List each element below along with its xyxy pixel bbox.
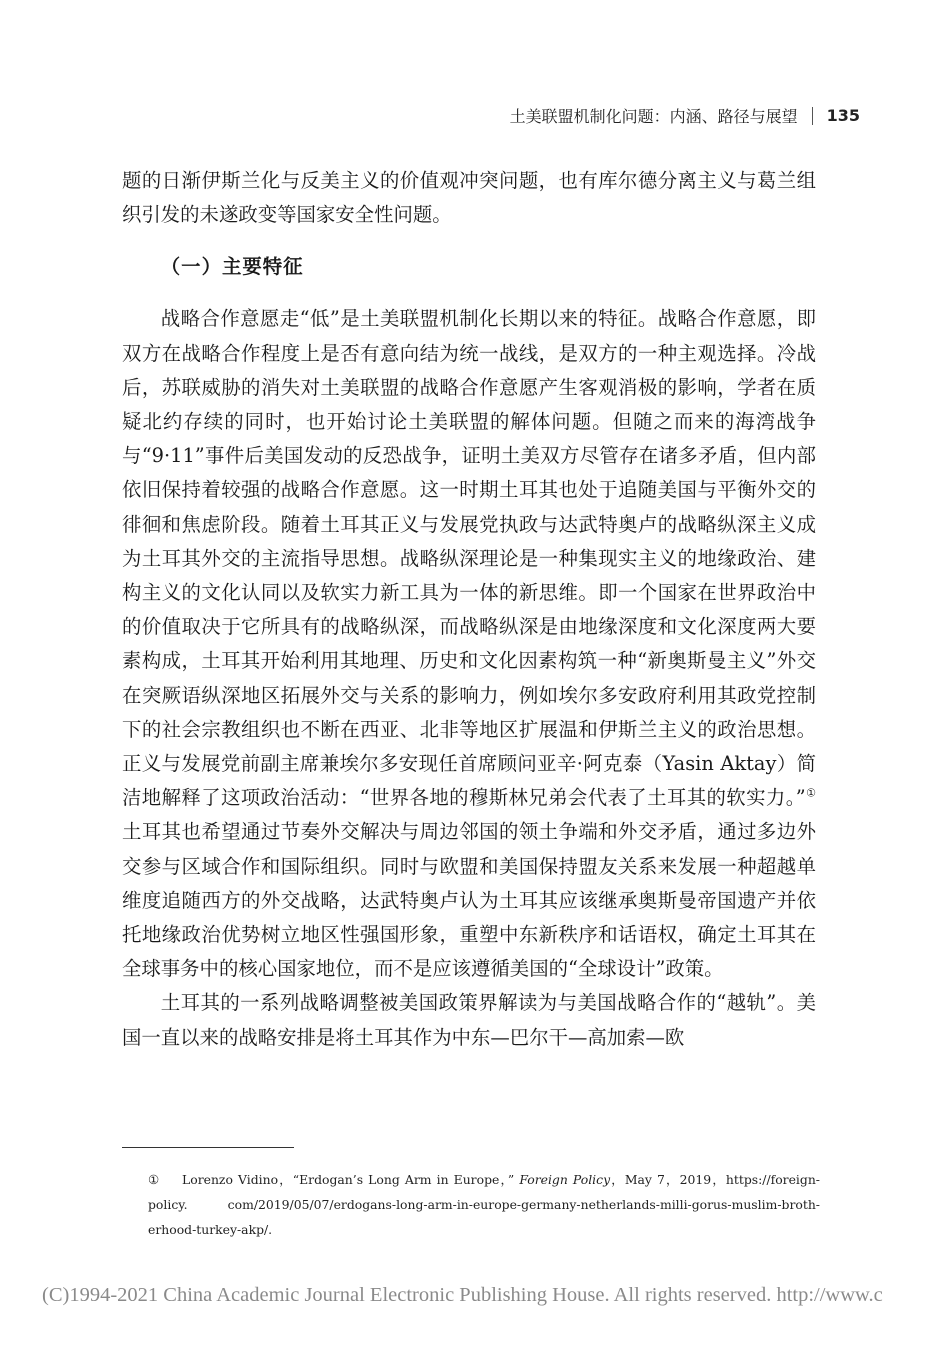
body-text: [122, 164, 816, 1055]
footnote-mark: ①: [148, 1172, 160, 1187]
running-head-title: 土美联盟机制化问题：内涵、路径与展望: [509, 107, 798, 126]
copyright-watermark: (C)1994-2021 China Academic Journal Electronic Publishing House. All rights reserved. http://www.c: [42, 1284, 883, 1306]
paragraph-1-text-a: 战略合作意愿走“低”是土美联盟机制化长期以来的特征。战略合作意愿，即双方在战略合作程度上是否有意向结为统一战线，是双方的一种主观选择。冷战后，苏联威胁的消失对土美联盟的战略合作意愿产生客观消极的影响，学者在质疑北约存续的同时，也开始讨论土美联盟的解体问题。但随之而来的海湾战争与“9·11”事件后美国发动的反恐战争，证明土美双方尽管存在诸多矛盾，但内部依旧保持着较强的战略合作意愿。这一时期土耳其也处于追随美国与平衡外交的徘徊和焦虑阶段。随着土耳其正义与发展党执政与达武特奥卢的战略纵深主义成为土耳其外交的主流指导思想。战略纵深理论是一种集现实主义的地缘政治、建构主义的文化认同以及软实力新工具为一体的新思维。即一个国家在世界政治中的价值取决于它所具有的战略纵深，而战略纵深是由地缘深度和文化深度两大要素构成，土耳其开始利用其地理、历史和文化因素构筑一种“新奥斯曼主义”外交在突厥语纵深地区拓展外交与关系的影响力，例如埃尔多安政府利用其政党控制下的社会宗教组织也不断在西亚、北非等地区扩展温和伊斯兰主义的政治思想。正义与发展党前副主席兼埃尔多安现任首席顾问亚辛·阿克泰（Yasin Aktay）简洁地解释了这项政治活动：“世界各地的穆斯林兄弟会代表了土耳其的软实力。”: [122, 307, 816, 810]
running-head-separator: [812, 107, 813, 125]
section-heading: （一）主要特征: [160, 255, 304, 279]
paragraph-1: [122, 302, 816, 986]
page-number: 135: [826, 106, 860, 125]
footnote-text-before: Lorenzo Vidino，“Erdogan’s Long Arm in Europe，”: [182, 1172, 520, 1187]
running-head: [510, 104, 860, 127]
footnote-journal: Foreign Policy: [519, 1172, 611, 1187]
footnote-reference[interactable]: ①: [805, 786, 816, 800]
paragraph-1-text-b: 土耳其也希望通过节奏外交解决与周边邻国的领土争端和外交矛盾，通过多边外交参与区域合作和国际组织。同时与欧盟和美国保持盟友关系来发展一种超越单维度追随西方的外交战略，达武特奥卢认为土耳其应该继承奥斯曼帝国遗产并依托地缘政治优势树立地区性强国形象，重塑中东新秩序和话语权，确定土耳其在全球事务中的核心国家地位，而不是应该遵循美国的“全球设计”政策。: [122, 820, 816, 981]
footnote-divider: [122, 1147, 294, 1148]
footnote-text-after: ，May 7，2019，https://foreign-policy. com/2019/05/07/erdogans-long-arm-in-europe-germany-netherlands-milli-gorus-muslim-broth-erhood-turkey-akp/.: [148, 1172, 820, 1237]
footnote: [148, 1167, 820, 1242]
continued-paragraph: 题的日渐伊斯兰化与反美主义的价值观冲突问题，也有库尔德分离主义与葛兰组织引发的未遂政变等国家安全性问题。: [122, 169, 816, 227]
paragraph-2: 土耳其的一系列战略调整被美国政策界解读为与美国战略合作的“越轨”。美国一直以来的战略安排是将土耳其作为中东—巴尔干—高加索—欧: [122, 991, 816, 1049]
